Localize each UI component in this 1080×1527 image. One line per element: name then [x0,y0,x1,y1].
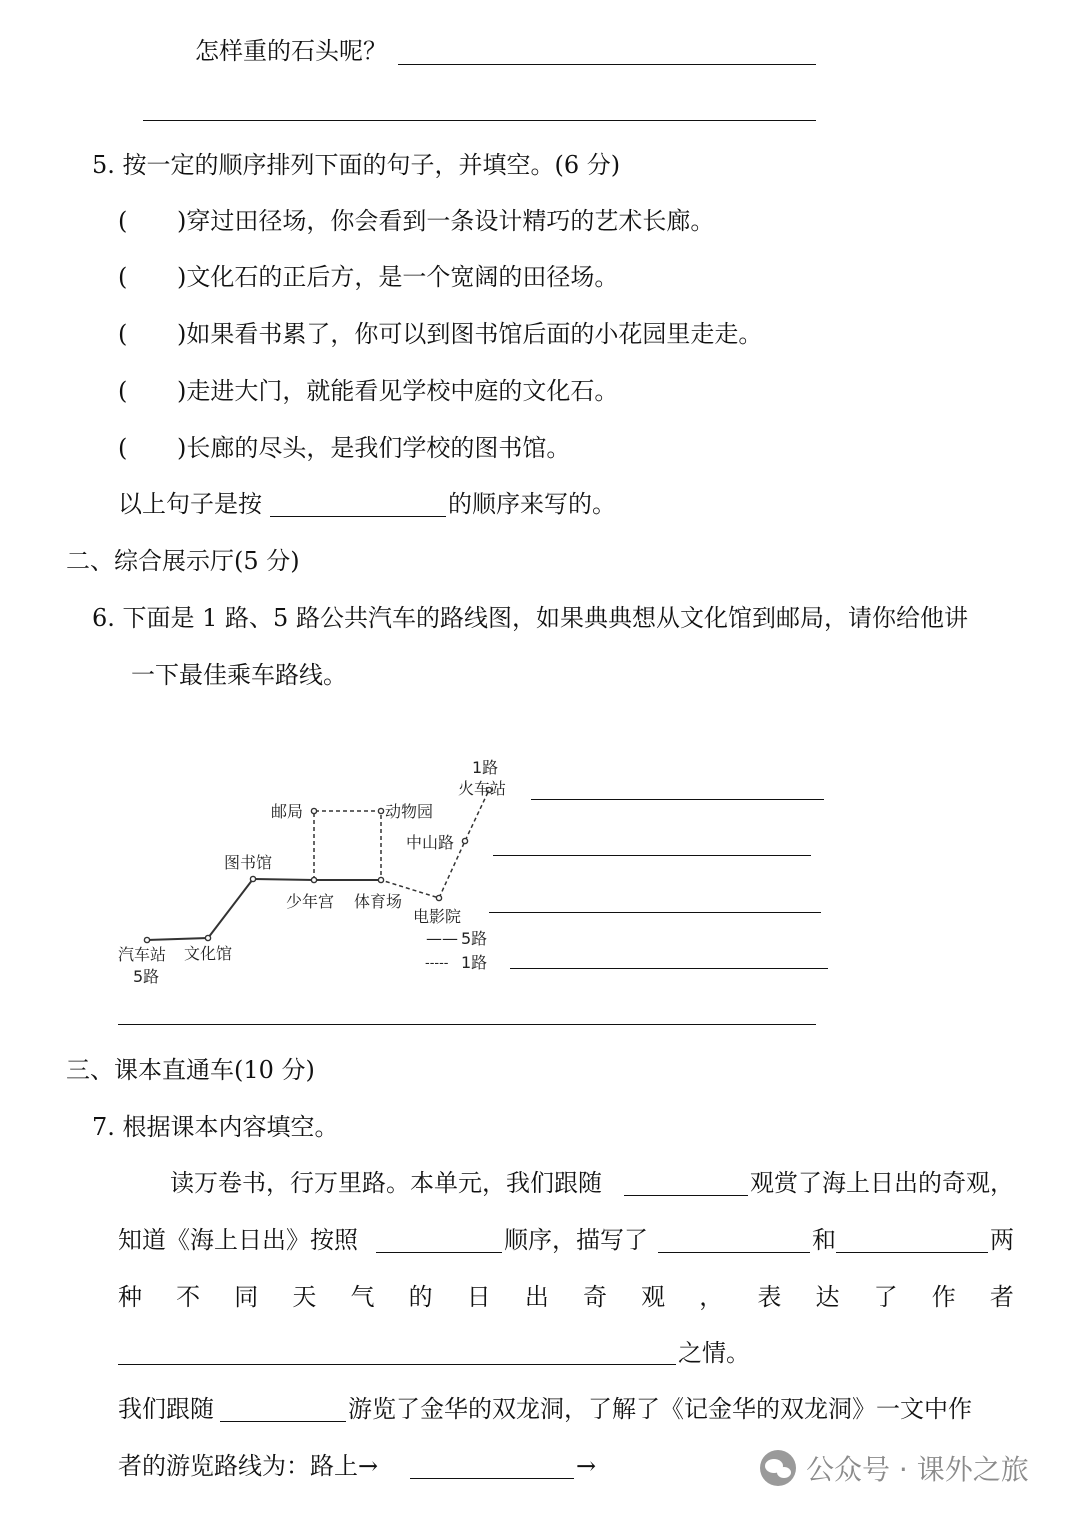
answer-line[interactable] [531,799,824,800]
char: 出 [524,1283,549,1311]
answer-blank[interactable] [376,1252,502,1253]
char: 气 [350,1283,375,1311]
legend-symbol-solid: —— [426,929,458,948]
stop-dot-bus-station [144,937,149,942]
char: ， [699,1283,724,1311]
label-youth-palace: 少年宫 [286,892,335,911]
char: 奇 [583,1283,607,1311]
sentence: )如果看书累了，你可以到图书馆后面的小花园里走走。 [177,320,763,348]
label-cinema: 电影院 [413,907,462,926]
p1-text-b: 观赏了海上日出的奇观， [750,1169,1014,1197]
stop-dot-youth-palace [311,877,316,882]
stop-dot-post-office [311,808,316,813]
label-library: 图书馆 [224,853,273,872]
paren-open[interactable]: ( [118,207,128,235]
p1-text-a: 读万卷书，行万里路。本单元，我们跟随 [170,1169,602,1197]
sentence: )走进大门，就能看见学校中庭的文化石。 [177,377,619,405]
char: 种 [118,1283,142,1311]
char: 日 [466,1283,491,1311]
paren-open[interactable]: ( [118,263,128,291]
stop-dot-zoo [378,808,383,813]
paren-open[interactable]: ( [118,377,128,405]
q5-conclusion-pre: 以上句子是按 [118,490,262,518]
char: 作 [931,1283,956,1311]
p5-text-a: 我们跟随 [118,1395,214,1423]
answer-line[interactable] [493,855,811,856]
answer-line[interactable] [118,1024,816,1025]
watermark-text: 公众号 · 课外之旅 [806,1453,1029,1486]
section3-score: (10 分) [234,1056,315,1084]
p6-text-b: → [576,1452,597,1480]
sentence: )长廊的尽头，是我们学校的图书馆。 [177,434,571,462]
char: 天 [292,1283,317,1311]
paren-open[interactable]: ( [118,320,128,348]
p3-spread-line [118,1280,1014,1314]
section-heading [66,544,300,578]
answer-blank[interactable] [143,120,816,121]
answer-blank[interactable] [270,516,446,517]
answer-blank[interactable] [658,1252,810,1253]
p2-text-d: 两 [990,1226,1014,1254]
stop-dot-cinema [436,895,441,900]
watermark [760,1448,1029,1488]
answer-blank[interactable] [410,1478,574,1479]
label-zoo: 动物园 [385,802,434,821]
p2-text-a: 知道《海上日出》按照 [118,1226,358,1254]
char: 表 [757,1283,782,1311]
route-map [0,740,560,1000]
stop-dot-library [250,876,255,881]
paren-open[interactable]: ( [118,434,128,462]
legend-label-route5: 5路 [461,929,488,948]
stop-dot-culture-hall [205,935,210,940]
answer-blank[interactable] [624,1195,748,1196]
p6-text-a: 者的游览路线为：路上→ [118,1452,379,1480]
char: 达 [815,1283,840,1311]
label-bus-station: 汽车站 [118,945,167,964]
p4-end: 之情。 [678,1339,750,1367]
q4-line: 怎样重的石头呢？ [195,37,387,65]
section3-heading: 三、课本直通车 [66,1056,234,1084]
label-train-station: 火车站 [458,779,507,798]
char: 同 [234,1283,259,1311]
section-heading [66,1053,315,1087]
label-route5: 5路 [133,967,160,986]
p5-text-b: 游览了金华的双龙洞，了解了《记金华的双龙洞》一文中作 [348,1395,972,1423]
q5-title: 5. 按一定的顺序排列下面的句子，并填空。(6 分) [92,151,621,179]
char: 观 [641,1283,666,1311]
label-route1: 1路 [472,758,499,777]
answer-blank[interactable] [118,1364,676,1365]
answer-blank[interactable] [220,1421,346,1422]
route5-line [147,879,381,940]
char: 了 [873,1283,898,1311]
answer-blank[interactable] [398,64,816,65]
label-post-office: 邮局 [271,802,304,821]
answer-line[interactable] [489,912,821,913]
char: 不 [176,1283,201,1311]
wechat-icon [760,1450,796,1486]
sentence: )文化石的正后方，是一个宽阔的田径场。 [177,263,619,291]
q6-line2: 一下最佳乘车路线。 [131,661,347,689]
sentence: )穿过田径场，你会看到一条设计精巧的艺术长廊。 [177,207,715,235]
label-stadium: 体育场 [354,892,403,911]
p2-text-c: 和 [812,1226,836,1254]
answer-line[interactable] [510,968,828,969]
legend-label-route1: 1路 [461,953,488,972]
map-legend [425,929,487,972]
answer-blank[interactable] [836,1252,988,1253]
q6-line1: 6. 下面是 1 路、5 路公共汽车的路线图，如果典典想从文化馆到邮局，请你给他讲 [92,604,968,632]
stop-dot-zhongshan-road [462,838,467,843]
section2-heading: 二、综合展示厅 [66,547,234,575]
label-culture-hall: 文化馆 [184,944,233,963]
q5-conclusion-post: 的顺序来写的。 [448,490,616,518]
section2-score: (5 分) [234,547,300,575]
char: 的 [408,1283,433,1311]
stop-dot-stadium [378,877,383,882]
legend-symbol-dashed: ----- [425,956,449,971]
char: 者 [989,1283,1014,1311]
q7-title: 7. 根据课本内容填空。 [92,1113,339,1141]
label-zhongshan-road: 中山路 [406,833,455,852]
p2-text-b: 顺序，描写了 [504,1226,648,1254]
